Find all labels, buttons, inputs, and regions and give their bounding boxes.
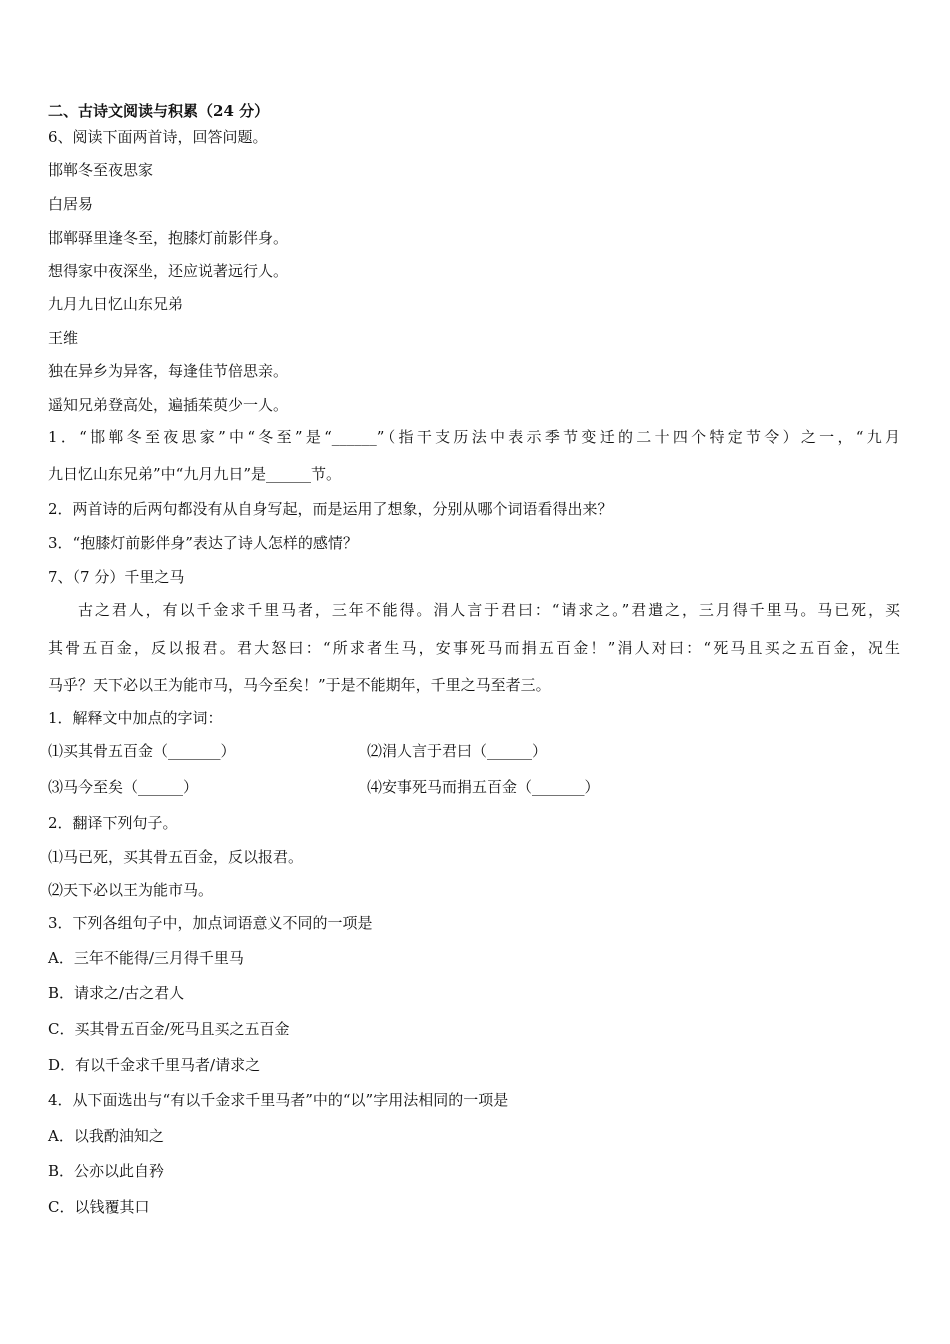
q7-sub3-option: B．请求之/古之君人	[48, 984, 185, 1002]
poem2-line: 遥知兄弟登高处，遍插茱萸少一人。	[48, 396, 289, 414]
passage-line: 古之君人，有以千金求千里马者，三年不能得。涓人言于君曰：“请求之。”君遣之，三月得千里马。马已死，买	[78, 601, 900, 619]
q7-sub3-option: A．三年不能得/三月得千里马	[48, 949, 244, 967]
section-title: 二、古诗文阅读与积累（24 分）	[48, 102, 270, 120]
poem1-line: 想得家中夜深坐，还应说著远行人。	[48, 262, 289, 280]
poem1-line: 邯郸驿里逢冬至，抱膝灯前影伴身。	[48, 229, 289, 247]
poem2-title: 九月九日忆山东兄弟	[48, 295, 184, 313]
q7-sub3-option: D．有以千金求千里马者/请求之	[48, 1056, 261, 1074]
passage-line: 马乎？天下必以王为能市马，马今至矣！”于是不能期年，千里之马至者三。	[48, 676, 551, 694]
q7-sub1-item: ⑴买其骨五百金（_______）	[48, 742, 236, 760]
q7-sub4-option: A．以我酌油知之	[48, 1127, 164, 1145]
poem1-title: 邯郸冬至夜思家	[48, 161, 154, 179]
q7-sub3-option: C．买其骨五百金/死马且买之五百金	[48, 1020, 290, 1038]
poem2-line: 独在异乡为异客，每逢佳节倍思亲。	[48, 362, 289, 380]
q7-sub2-item: ⑴马已死，买其骨五百金，反以报君。	[48, 848, 304, 866]
poem1-author: 白居易	[48, 195, 94, 213]
q7-sub2-stem: 2．翻译下列句子。	[48, 814, 178, 832]
q6-item-2: 2．两首诗的后两句都没有从自身写起，而是运用了想象，分别从哪个词语看得出来？	[48, 500, 613, 518]
q7-sub1-item: ⑶马今至矣（______）	[48, 778, 199, 796]
q6-item-1-line-1: 1．“邯郸冬至夜思家”中“冬至”是“______”（指干支历法中表示季节变迁的二十四个特定节令）之一，“九月	[48, 428, 900, 446]
q7-sub4-stem: 4．从下面选出与“有以千金求千里马者”中的“以”字用法相同的一项是	[48, 1091, 509, 1109]
q7-sub1-item: ⑵涓人言于君曰（______）	[367, 742, 548, 760]
q6-item-1-line-2: 九日忆山东兄弟”中“九月九日”是______节。	[48, 465, 342, 483]
poem2-author: 王维	[48, 329, 79, 347]
question-6-stem: 6、阅读下面两首诗，回答问题。	[48, 128, 268, 146]
q6-item-3: 3．“抱膝灯前影伴身”表达了诗人怎样的感情？	[48, 534, 358, 552]
q7-sub2-item: ⑵天下必以王为能市马。	[48, 881, 214, 899]
question-7-stem: 7、（7 分）千里之马	[48, 568, 185, 586]
q7-sub4-option: B．公亦以此自矜	[48, 1162, 165, 1180]
q7-sub4-option: C．以钱覆其口	[48, 1198, 150, 1216]
q7-sub1-stem: 1．解释文中加点的字词：	[48, 709, 223, 727]
q7-sub3-stem: 3．下列各组句子中，加点词语意义不同的一项是	[48, 914, 373, 932]
passage-line: 其骨五百金，反以报君。君大怒曰：“所求者生马，安事死马而捐五百金！”涓人对曰：“死马且买之五百金，况生	[48, 639, 900, 657]
q7-sub1-item: ⑷安事死马而捐五百金（_______）	[367, 778, 600, 796]
